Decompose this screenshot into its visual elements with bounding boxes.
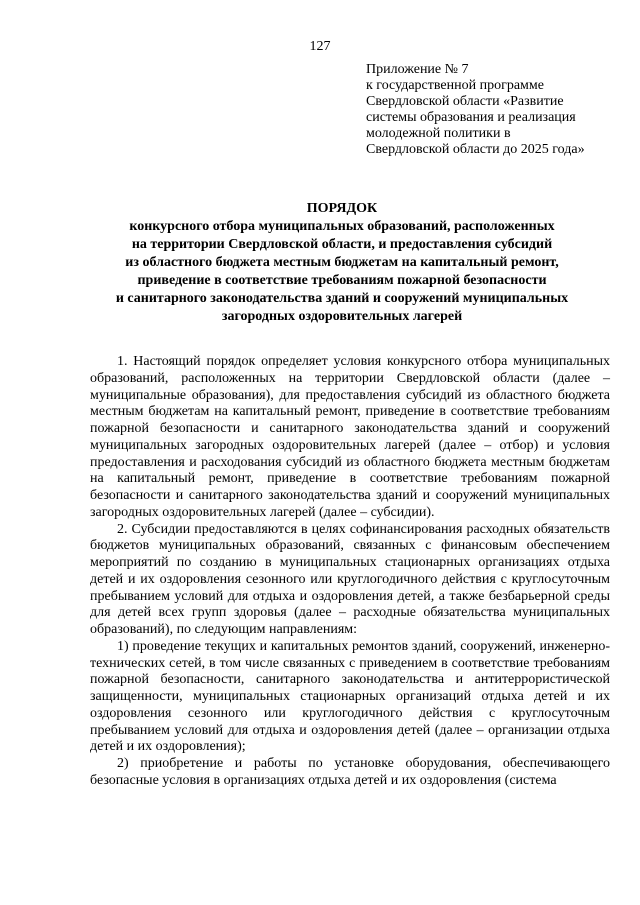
appendix-line: к государственной программе <box>366 78 544 93</box>
list-item-2: 2) приобретение и работы по установке оборудования, обеспечивающего безопасные условия в организациях отдыха детей и их оздоровления (система <box>90 756 610 788</box>
paragraph-1: 1. Настоящий порядок определяет условия конкурсного отбора муниципальных образований, расположенных на территории Свердловской области (далее – муниципальные образования), для предоставления субсидий из областного бюджета местным бюджетам на капитальный ремонт, приведение в соответствие требованиям пожарной безопасности и санитарного законодательства зданий и сооружений муниципальных загородных оздоровительных лагерей (далее – отбор) и условия предоставления и расходования субсидий из областного бюджета местным бюджетам на капитальный ремонт, приведение в соответствие требованиям пожарной безопасности и санитарного законодательства зданий и сооружений муниципальных загородных оздоровительных лагерей (далее – субсидии). <box>90 354 610 520</box>
appendix-line: Свердловской области до 2025 года» <box>366 142 585 157</box>
appendix-note <box>366 62 626 158</box>
paragraph-2: 2. Субсидии предоставляются в целях софинансирования расходных обязательств бюджетов муниципальных образований, связанных с финансовым обеспечением мероприятий по созданию в муниципальных стационарных организациях отдыха детей и их оздоровления сезонного или круглогодичного действия с круглосуточным пребыванием условий для отдыха и оздоровления детей, а также безбарьерной среды для детей всех групп здоровья (далее – расходные обязательства муниципальных образований), по следующим направлениям: <box>90 521 610 637</box>
title-line: на территории Свердловской области, и предоставления субсидий <box>131 237 553 252</box>
appendix-line: системы образования и реализация <box>366 110 576 125</box>
document-body <box>90 354 610 790</box>
document-title <box>60 200 624 326</box>
appendix-line: Приложение № 7 <box>366 62 469 77</box>
title-line: конкурсного отбора муниципальных образований, расположенных <box>129 219 555 234</box>
title-heading: ПОРЯДОК <box>306 201 378 216</box>
appendix-line: Свердловской области «Развитие <box>366 94 564 109</box>
title-line: и санитарного законодательства зданий и сооружений муниципальных <box>115 291 569 306</box>
appendix-line: молодежной политики в <box>366 126 511 141</box>
title-line: приведение в соответствие требованиям пожарной безопасности <box>137 273 547 288</box>
title-line: из областного бюджета местным бюджетам на капитальный ремонт, <box>125 255 559 270</box>
title-line: загородных оздоровительных лагерей <box>221 309 463 324</box>
list-item-1: 1) проведение текущих и капитальных ремонтов зданий, сооружений, инженерно-технических сетей, в том числе связанных с приведением в соответствие требованиям пожарной безопасности, санитарного законодательства и антитеррористической защищенности, муниципальных стационарных организаций отдыха детей и их оздоровления сезонного или круглогодичного действия с круглосуточным пребыванием условий для отдыха и оздоровления детей (далее – организации отдыха детей и их оздоровления); <box>90 638 610 755</box>
page-number: 127 <box>309 39 331 54</box>
